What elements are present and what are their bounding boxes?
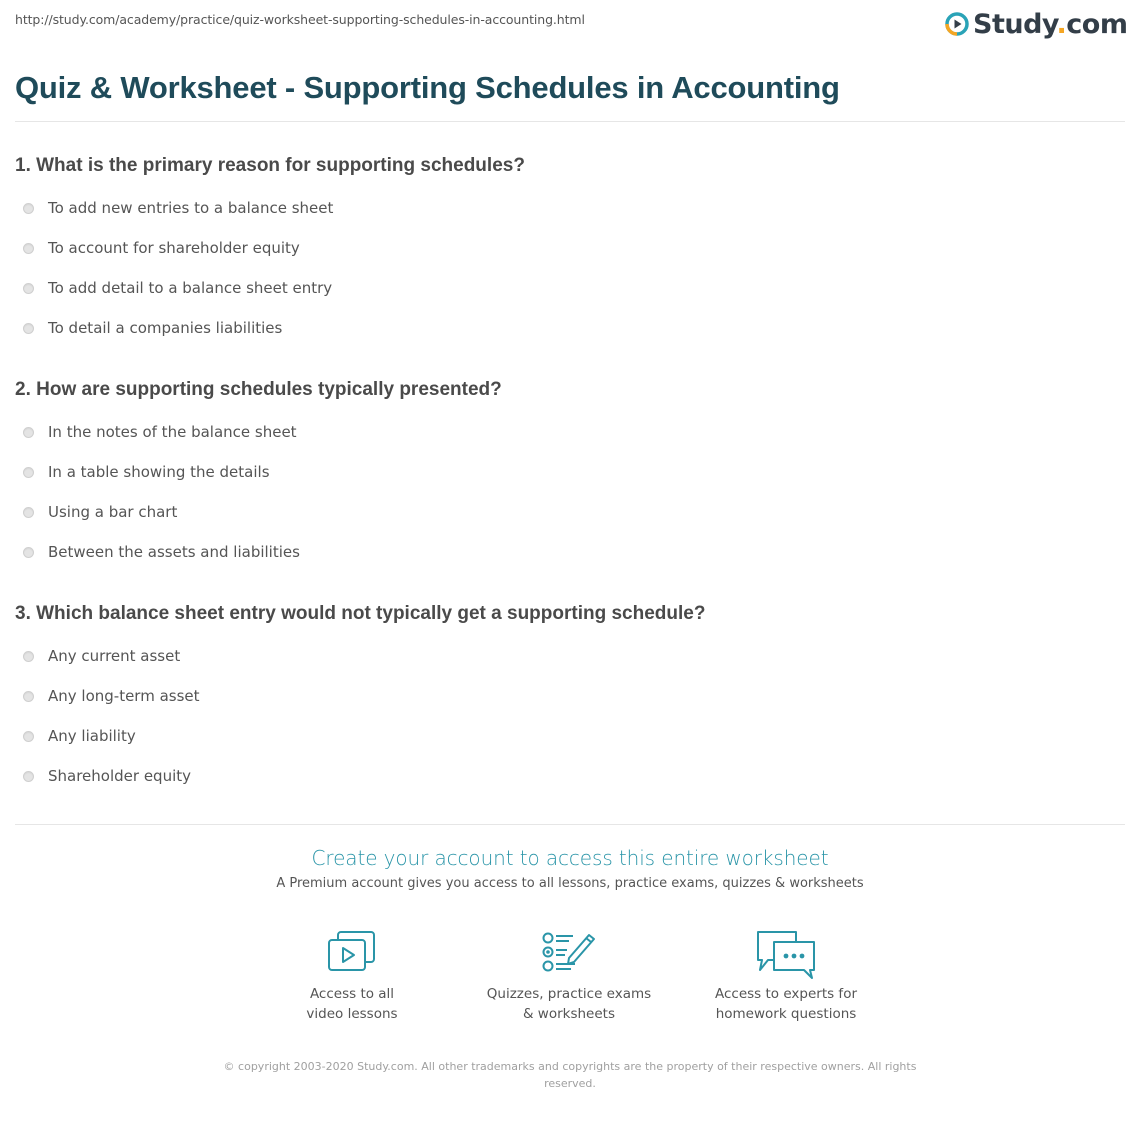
radio-button[interactable] <box>23 691 34 702</box>
feature-quizzes <box>469 930 669 1024</box>
feature-label: Quizzes, practice exams & worksheets <box>486 986 652 1022</box>
answer-option[interactable]: To add new entries to a balance sheet <box>23 188 333 228</box>
chat-bubbles-icon <box>754 930 818 980</box>
answer-option[interactable]: Any current asset <box>23 636 200 676</box>
answer-option[interactable]: To add detail to a balance sheet entry <box>23 268 333 308</box>
radio-button[interactable] <box>23 243 34 254</box>
radio-button[interactable] <box>23 427 34 438</box>
signup-cta <box>0 846 1140 891</box>
radio-button[interactable] <box>23 283 34 294</box>
quiz-checklist-icon <box>541 930 597 974</box>
video-lessons-icon <box>326 930 378 974</box>
radio-button[interactable] <box>23 731 34 742</box>
answer-option[interactable]: Using a bar chart <box>23 492 300 532</box>
answer-option[interactable]: In the notes of the balance sheet <box>23 412 300 452</box>
radio-button[interactable] <box>23 547 34 558</box>
radio-button[interactable] <box>23 323 34 334</box>
page-title: Quiz & Worksheet - Supporting Schedules in Accounting <box>15 70 840 105</box>
radio-button[interactable] <box>23 467 34 478</box>
study-logo[interactable] <box>944 8 1128 40</box>
question-3: 3. Which balance sheet entry would not typically get a supporting schedule? <box>15 603 706 624</box>
radio-button[interactable] <box>23 507 34 518</box>
page-url: http://study.com/academy/practice/quiz-worksheet-supporting-schedules-in-accounting.html <box>15 12 585 27</box>
cta-subtitle: A Premium account gives you access to all lessons, practice exams, quizzes & worksheets <box>276 876 864 891</box>
answer-option[interactable]: Any liability <box>23 716 200 756</box>
radio-button[interactable] <box>23 771 34 782</box>
answer-list-1 <box>23 188 333 348</box>
copyright-text: © copyright 2003-2020 Study.com. All other trademarks and copyrights are the property of their respective owners. All rights reserved. <box>223 1060 917 1090</box>
play-circle-icon <box>944 11 970 37</box>
feature-label: Access to experts for homework questions <box>714 986 857 1022</box>
answer-list-3 <box>23 636 200 796</box>
answer-option[interactable]: To detail a companies liabilities <box>23 308 333 348</box>
answer-list-2 <box>23 412 300 572</box>
answer-option[interactable]: Between the assets and liabilities <box>23 532 300 572</box>
answer-option[interactable]: Any long-term asset <box>23 676 200 716</box>
logo-text: Study.com <box>973 8 1128 40</box>
answer-option[interactable]: Shareholder equity <box>23 756 200 796</box>
feature-experts <box>686 930 886 1024</box>
title-divider <box>15 121 1125 122</box>
answer-option[interactable]: To account for shareholder equity <box>23 228 333 268</box>
cta-title-link[interactable]: Create your account to access this entire worksheet <box>311 846 829 870</box>
section-divider <box>15 824 1125 825</box>
radio-button[interactable] <box>23 651 34 662</box>
radio-button[interactable] <box>23 203 34 214</box>
feature-video-lessons <box>252 930 452 1024</box>
answer-option[interactable]: In a table showing the details <box>23 452 300 492</box>
question-1: 1. What is the primary reason for supporting schedules? <box>15 155 525 176</box>
feature-label: Access to all video lessons <box>306 986 398 1022</box>
question-2: 2. How are supporting schedules typically presented? <box>15 379 502 400</box>
